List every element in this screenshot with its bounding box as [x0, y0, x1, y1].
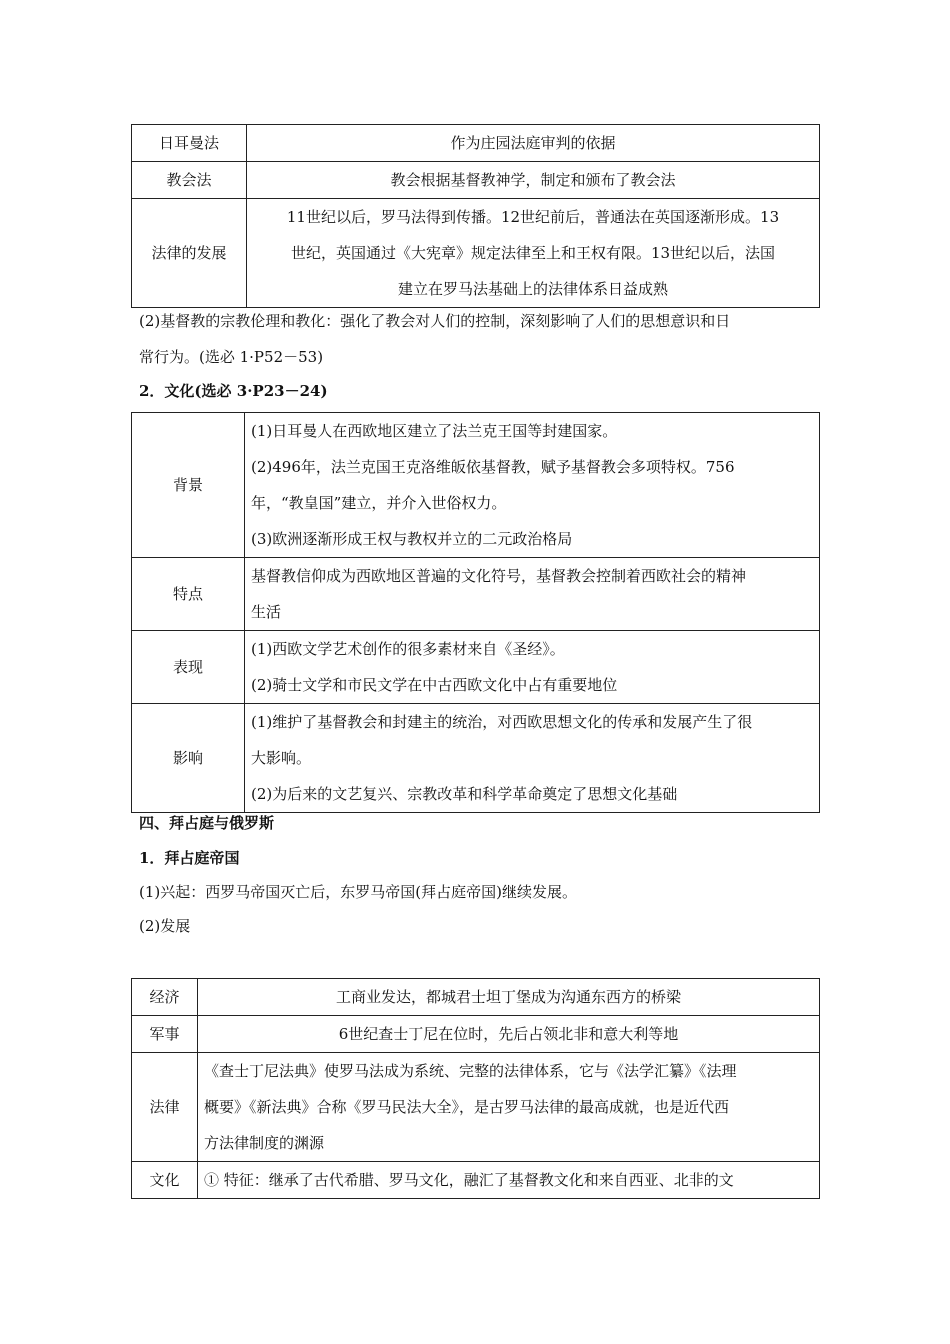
table-row [132, 162, 820, 199]
development-paragraph: (2)发展 [139, 917, 191, 935]
row-label: 特点 [132, 558, 245, 631]
row-label: 表现 [132, 631, 245, 704]
law-table [131, 124, 820, 308]
rise-paragraph: (1)兴起：西罗马帝国灭亡后，东罗马帝国(拜占庭帝国)继续发展。 [139, 883, 577, 901]
row-label: 影响 [132, 704, 245, 813]
content-line: 年，“教皇国”建立，并介入世俗权力。 [251, 494, 507, 512]
culture-table [131, 412, 820, 813]
table-row [132, 1162, 820, 1199]
religion-paragraph [139, 303, 830, 375]
content-line: 工商业发达，都城君士坦丁堡成为沟通东西方的桥梁 [335, 988, 681, 1006]
content-line: (2)骑士文学和市民文学在中古西欧文化中占有重要地位 [251, 676, 618, 694]
table-row [132, 413, 820, 558]
row-content [198, 1016, 820, 1053]
byzantine-heading: 1．拜占庭帝国 [139, 849, 240, 867]
row-content [198, 1162, 820, 1199]
table-row [132, 704, 820, 813]
section4-heading: 四、拜占庭与俄罗斯 [139, 814, 275, 832]
table-row [132, 631, 820, 704]
content-line: (1)西欧文学艺术创作的很多素材来自《圣经》。 [251, 640, 565, 658]
content-line: 方法律制度的渊源 [204, 1134, 325, 1152]
table-row [132, 1053, 820, 1162]
row-label: 教会法 [132, 162, 247, 199]
content-line: 概要》《新法典》合称《罗马民法大全》，是古罗马法律的最高成就，也是近代西 [204, 1098, 730, 1116]
row-label: 法律 [132, 1053, 198, 1162]
table-row [132, 979, 820, 1016]
row-label: 文化 [132, 1162, 198, 1199]
row-label: 法律的发展 [132, 199, 247, 308]
content-line: (1)日耳曼人在西欧地区建立了法兰克王国等封建国家。 [251, 422, 618, 440]
content-line: 11世纪以后，罗马法得到传播。12世纪前后，普通法在英国逐渐形成。13 [286, 208, 780, 226]
row-content [245, 558, 820, 631]
row-label: 背景 [132, 413, 245, 558]
content-line: 《查士丁尼法典》使罗马法成为系统、完整的法律体系，它与《法学汇纂》《法理 [204, 1062, 737, 1080]
row-content [198, 979, 820, 1016]
row-label: 军事 [132, 1016, 198, 1053]
content-line: ① 特征：继承了古代希腊、罗马文化，融汇了基督教文化和来自西亚、北非的文 [204, 1171, 734, 1189]
row-content [247, 199, 820, 308]
content-line: 大影响。 [251, 749, 312, 767]
paragraph-line: (2)基督教的宗教伦理和教化：强化了教会对人们的控制，深刻影响了人们的思想意识和日 [139, 312, 731, 330]
content-line: (2)为后来的文艺复兴、宗教改革和科学革命奠定了思想文化基础 [251, 785, 678, 803]
table-row [132, 1016, 820, 1053]
row-content [245, 704, 820, 813]
row-content [245, 413, 820, 558]
culture-heading: 2．文化(选必 3·P23－24) [139, 382, 328, 400]
content-line: 世纪，英国通过《大宪章》规定法律至上和王权有限。13世纪以后，法国 [290, 244, 776, 262]
row-content [198, 1053, 820, 1162]
content-line: (1)维护了基督教会和封建主的统治，对西欧思想文化的传承和发展产生了很 [251, 713, 753, 731]
content-line: 作为庄园法庭审判的依据 [450, 134, 616, 152]
byzantine-table [131, 978, 820, 1199]
content-line: 建立在罗马法基础上的法律体系日益成熟 [397, 280, 668, 298]
content-line: (2)496年，法兰克国王克洛维皈依基督教，赋予基督教会多项特权。756 [251, 458, 735, 476]
row-label: 经济 [132, 979, 198, 1016]
table-row [132, 558, 820, 631]
content-line: 基督教信仰成为西欧地区普遍的文化符号，基督教会控制着西欧社会的精神 [251, 567, 747, 585]
table-row [132, 125, 820, 162]
row-label: 日耳曼法 [132, 125, 247, 162]
row-content [247, 162, 820, 199]
paragraph-line: 常行为。(选必 1·P52－53) [139, 348, 324, 366]
row-content [245, 631, 820, 704]
content-line: 生活 [251, 603, 282, 621]
content-line: 教会根据基督教神学，制定和颁布了教会法 [390, 171, 676, 189]
content-line: 6世纪查士丁尼在位时，先后占领北非和意大利等地 [338, 1025, 679, 1043]
table-row [132, 199, 820, 308]
row-content [247, 125, 820, 162]
content-line: (3)欧洲逐渐形成王权与教权并立的二元政治格局 [251, 530, 573, 548]
